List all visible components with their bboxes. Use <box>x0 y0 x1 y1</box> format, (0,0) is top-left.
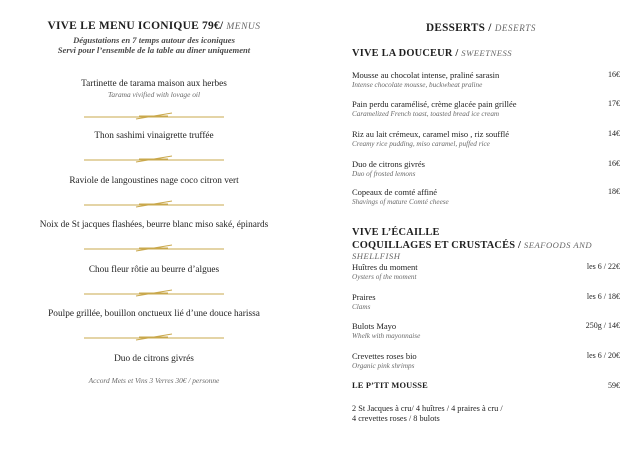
shellfish-item <box>352 292 620 316</box>
shellfish-name: Bulots Mayo <box>352 321 397 331</box>
dessert-item <box>352 129 620 153</box>
shellfish-name: Praires <box>352 292 376 302</box>
desserts-title <box>340 22 622 34</box>
shellfish-price: les 6 / 20€ <box>586 351 620 360</box>
sweetness-section-title <box>352 48 512 59</box>
petit-mousse-line-2: 4 crevettes roses / 8 bulots <box>352 414 440 423</box>
sweetness-title-fr: VIVE LA DOUCEUR / <box>352 48 459 59</box>
menu-title-fr: VIVE LE MENU ICONIQUE 79€/ <box>47 20 224 32</box>
wine-pairing-note: Accord Mets et Vins 3 Verres 30€ / personne <box>88 376 220 385</box>
menu-title <box>0 20 308 32</box>
dessert-item <box>352 99 620 123</box>
petit-mousse-title: LE P’TIT MOUSSE <box>352 381 428 390</box>
menu-subtitle-2: Servi pour l’ensemble de la table au diner uniquement <box>57 45 251 55</box>
dessert-name-en: Intense chocolate mousse, buckwheat praline <box>352 81 483 89</box>
dessert-name-en: Duo of frosted lemons <box>352 170 416 178</box>
dessert-name-en: Creamy rice pudding, miso caramel, puffed rice <box>352 140 490 148</box>
course-1-en: Tarama vivified with lovage oil <box>107 90 201 99</box>
shellfish-title-2 <box>352 240 622 262</box>
desserts-title-en: DESERTS <box>494 23 537 33</box>
course-1: Tartinette de tarama maison aux herbes <box>81 79 227 89</box>
course-3: Raviole de langoustines nage coco citron vert <box>69 176 239 186</box>
desserts-column <box>340 0 622 452</box>
shellfish-title-fr: COQUILLAGES ET CRUSTACÉS / <box>352 240 522 251</box>
dessert-name: Duo de citrons givrés <box>352 159 425 169</box>
petit-mousse-line-1: 2 St Jacques à cru/ 4 huîtres / 4 praires à cru / <box>352 404 503 413</box>
shellfish-item <box>352 262 620 286</box>
dessert-price: 14€ <box>608 129 620 138</box>
dessert-name-en: Caramelized French toast, toasted bread ice cream <box>352 110 500 118</box>
shellfish-name: Crevettes roses bio <box>352 351 417 361</box>
shellfish-item <box>352 351 620 375</box>
course-6: Poulpe grillée, bouillon onctueux lié d’une douce harissa <box>48 309 260 319</box>
dessert-name: Mousse au chocolat intense, praliné sarasin <box>352 70 500 80</box>
dessert-price: 16€ <box>608 70 620 79</box>
gold-divider <box>84 199 224 209</box>
dessert-name: Pain perdu caramélisé, crème glacée pain grillée <box>352 99 517 109</box>
course-2: Thon sashimi vinaigrette truffée <box>94 131 214 141</box>
menu-title-en: MENUS <box>226 22 261 32</box>
petit-mousse-price: 59€ <box>608 381 620 390</box>
course-7: Duo de citrons givrés <box>114 354 194 364</box>
shellfish-price: les 6 / 18€ <box>586 292 620 301</box>
shellfish-name-en: Clams <box>352 303 371 311</box>
course-5: Chou fleur rôtie au beurre d’algues <box>88 265 220 275</box>
dessert-price: 18€ <box>608 187 620 196</box>
gold-divider <box>84 332 224 342</box>
dessert-name-en: Shavings of mature Comté cheese <box>352 198 449 206</box>
gold-divider <box>84 154 224 164</box>
gold-divider <box>84 288 224 298</box>
shellfish-name-en: Organic pink shrimps <box>352 362 415 370</box>
dessert-item <box>352 159 620 183</box>
shellfish-name: Huîtres du moment <box>352 262 418 272</box>
shellfish-item <box>352 321 620 345</box>
dessert-name: Riz au lait crémeux, caramel miso , riz soufflé <box>352 129 510 139</box>
tasting-menu-column <box>0 0 308 452</box>
shellfish-price: 250g / 14€ <box>585 321 620 330</box>
shellfish-name-en: Whelk with mayonnaise <box>352 332 421 340</box>
shellfish-title-1: VIVE L’ÉCAILLE <box>352 227 440 238</box>
menu-subtitle-1: Dégustations en 7 temps autour des iconiques <box>73 35 235 45</box>
dessert-price: 17€ <box>608 99 620 108</box>
gold-divider <box>84 111 224 121</box>
dessert-price: 16€ <box>608 159 620 168</box>
shellfish-title-en: SEAFOODS AND SHELLFISH <box>352 240 593 261</box>
sweetness-title-en: SWEETNESS <box>461 48 513 58</box>
dessert-item <box>352 70 620 94</box>
shellfish-price: les 6 / 22€ <box>586 262 620 271</box>
dessert-item <box>352 187 620 211</box>
dessert-name: Copeaux de comté affiné <box>352 187 438 197</box>
desserts-title-fr: DESSERTS / <box>425 22 492 34</box>
course-4: Noix de St jacques flashées, beurre blanc miso saké, épinards <box>39 220 269 230</box>
gold-divider <box>84 243 224 253</box>
shellfish-name-en: Oysters of the moment <box>352 273 417 281</box>
